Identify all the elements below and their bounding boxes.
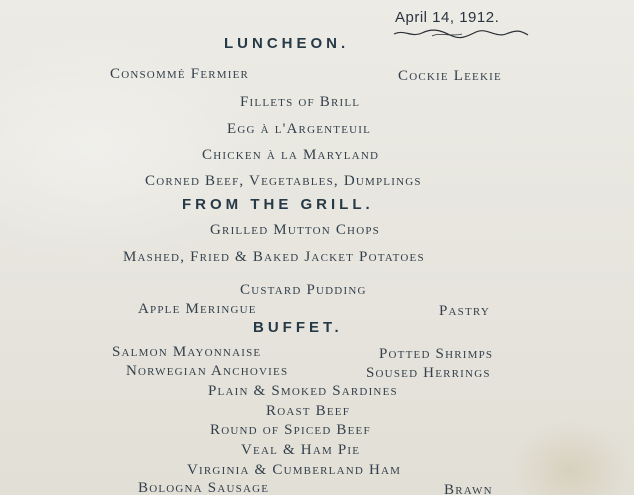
- item-pastry: Pastry: [439, 303, 490, 319]
- item-mutton-chops: Grilled Mutton Chops: [210, 222, 380, 238]
- item-cockie-leekie: Cockie Leekie: [398, 68, 502, 84]
- item-bologna-sausage: Bologna Sausage: [138, 480, 270, 495]
- item-veal-ham-pie: Veal & Ham Pie: [241, 442, 361, 458]
- item-sardines: Plain & Smoked Sardines: [208, 383, 398, 399]
- item-custard-pudding: Custard Pudding: [240, 282, 367, 298]
- item-virginia-ham: Virginia & Cumberland Ham: [187, 462, 402, 478]
- item-consomme: Consommé Fermier: [110, 66, 250, 82]
- menu-date: April 14, 1912.: [395, 9, 500, 26]
- item-soused-herrings: Soused Herrings: [366, 365, 491, 381]
- item-salmon-mayonnaise: Salmon Mayonnaise: [112, 344, 262, 360]
- item-chicken-maryland: Chicken à la Maryland: [202, 147, 380, 163]
- heading-from-the-grill: FROM THE GRILL.: [182, 196, 374, 213]
- item-spiced-beef: Round of Spiced Beef: [210, 422, 371, 438]
- heading-buffet: BUFFET.: [253, 319, 343, 336]
- item-brawn: Brawn: [444, 482, 493, 495]
- item-apple-meringue: Apple Meringue: [138, 301, 257, 317]
- item-roast-beef: Roast Beef: [266, 403, 351, 419]
- item-potatoes: Mashed, Fried & Baked Jacket Potatoes: [123, 249, 425, 265]
- handwritten-underline: [392, 26, 532, 40]
- item-norwegian-anchovies: Norwegian Anchovies: [126, 363, 289, 379]
- item-potted-shrimps: Potted Shrimps: [379, 346, 494, 362]
- item-egg-argenteuil: Egg à l'Argenteuil: [227, 121, 372, 137]
- heading-luncheon: LUNCHEON.: [224, 35, 350, 52]
- item-fillets-of-brill: Fillets of Brill: [240, 94, 361, 110]
- item-corned-beef: Corned Beef, Vegetables, Dumplings: [145, 173, 422, 189]
